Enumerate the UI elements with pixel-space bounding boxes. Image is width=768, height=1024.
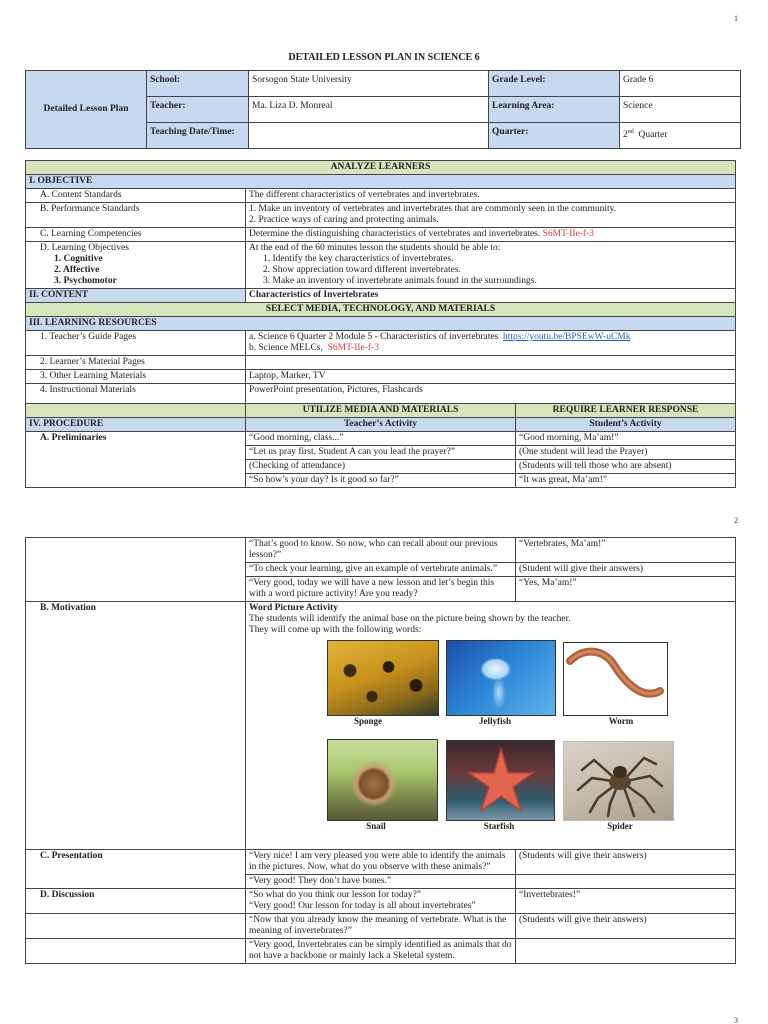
- video-link[interactable]: https://youtu.be/BPSEwW-uCMk: [503, 332, 631, 342]
- content-standards-value: The different characteristics of vertebrates and invertebrates.: [246, 189, 736, 203]
- student-line: (Student will give their answers): [516, 563, 736, 577]
- animal-caption: Worm: [608, 716, 634, 726]
- objective-heading: I. OBJECTIVE: [26, 175, 736, 189]
- student-line: (Students will give their answers): [516, 850, 736, 875]
- competencies-value: Determine the distinguishing characteristics of vertebrates and invertebrates. S6MT-IIe-f-3: [246, 228, 736, 242]
- procedure-heading: IV. PROCEDURE: [26, 418, 246, 432]
- quarter-label: Quarter:: [489, 123, 620, 149]
- student-line: “Good morning, Ma’am!”: [516, 432, 736, 446]
- school-label: School:: [147, 71, 249, 97]
- teacher-value: Ma. Liza D. Monreal: [249, 97, 489, 123]
- starfish-image: [446, 740, 555, 821]
- teacher-activity-heading: Teacher’s Activity: [246, 418, 516, 432]
- student-line: (Students will give their answers): [516, 914, 736, 939]
- teacher-line: “Now that you already know the meaning of vertebrate. What is the meaning of invertebrates?”: [246, 914, 516, 939]
- blank-cell: [26, 404, 246, 418]
- teacher-line: “Good morning, class...”: [246, 432, 516, 446]
- spider-image: [563, 741, 674, 821]
- animal-caption: Spider: [607, 821, 633, 831]
- animal-caption: Sponge: [353, 716, 382, 726]
- learners-material-value: [246, 356, 736, 370]
- blank-cell: [26, 914, 246, 939]
- blank-cell: [26, 538, 246, 602]
- lesson-plan-table: [25, 160, 736, 488]
- other-materials-label: 3. Other Learning Materials: [26, 370, 246, 384]
- spider-drawing: [564, 742, 673, 820]
- content-standards-label: A. Content Standards: [26, 189, 246, 203]
- header-table: [25, 70, 741, 149]
- motivation-activity: Word Picture Activity The students will identify the animal base on the picture being shown by the teacher. They will come up with the following words:: [246, 602, 736, 850]
- other-materials-value: Laptop, Marker, TV: [246, 370, 736, 384]
- page-number: 3: [734, 1016, 738, 1024]
- worm-drawing: [564, 643, 667, 715]
- jellyfish-image: [446, 640, 556, 716]
- instructional-materials-label: 4. Instructional Materials: [26, 384, 246, 404]
- teacher-line: “To check your learning, give an example of vertebrate animals.”: [246, 563, 516, 577]
- student-line: (One student will lead the Prayer): [516, 446, 736, 460]
- preliminaries-label: A. Preliminaries: [26, 432, 246, 488]
- teacher-line: “So what do you think our lesson for today?” “Very good! Our lesson for today is all about invertebrates”: [246, 889, 516, 914]
- teacher-line: “Let us pray first. Student A can you lead the prayer?”: [246, 446, 516, 460]
- learners-material-label: 2. Learner’s Material Pages: [26, 356, 246, 370]
- animal-caption: Jellyfish: [478, 716, 511, 726]
- student-line: (Students will tell those who are absent): [516, 460, 736, 474]
- presentation-label: C. Presentation: [26, 850, 246, 889]
- teacher-line: “Very good, today we will have a new lesson and let’s begin this with a word picture activity! Are you ready?: [246, 577, 516, 602]
- content-heading: II. CONTENT: [26, 289, 246, 303]
- teachers-guide-label: 1. Teacher’s Guide Pages: [26, 331, 246, 356]
- student-line: “Yes, Ma’am!”: [516, 577, 736, 602]
- learning-resources-heading: III. LEARNING RESOURCES: [26, 317, 736, 331]
- teacher-line: “So how’s your day? Is it good so far?”: [246, 474, 516, 488]
- teachers-guide-value: a. Science 6 Quarter 2 Module 5 - Characteristics of invertebrates https://youtu.be/BPSEwW-uCMk b. Science MELCs, S6MT-IIe-f-3: [246, 331, 736, 356]
- area-value: Science: [620, 97, 741, 123]
- instructional-materials-value: PowerPoint presentation, Pictures, Flashcards: [246, 384, 736, 404]
- page-number: 1: [734, 14, 738, 23]
- student-activity-heading: Student’s Activity: [516, 418, 736, 432]
- area-label: Learning Area:: [489, 97, 620, 123]
- student-line: [516, 939, 736, 964]
- require-heading: REQUIRE LEARNER RESPONSE: [516, 404, 736, 418]
- date-value: [249, 123, 489, 149]
- objectives-value: At the end of the 60 minutes lesson the students should be able to: 1. Identify the key characteristics of invertebrates. 2. Show appreciation toward different invertebrates. 3. Make an inventory of invertebrate animals found in the surroundings.: [246, 242, 736, 289]
- teacher-line: (Checking of attendance): [246, 460, 516, 474]
- date-label: Teaching Date/Time:: [147, 123, 249, 149]
- performance-standards-value: 1. Make an inventory of vertebrates and invertebrates that are commonly seen in the community. 2. Practice ways of caring and protecting animals.: [246, 203, 736, 228]
- starfish-drawing: [447, 741, 554, 820]
- snail-image: [327, 739, 438, 821]
- sponge-image: [327, 640, 439, 716]
- document-title: DETAILED LESSON PLAN IN SCIENCE 6: [288, 52, 480, 63]
- student-line: “Vertebrates, Ma’am!”: [516, 538, 736, 563]
- student-line: “It was great, Ma’am!”: [516, 474, 736, 488]
- competencies-label: C. Learning Competencies: [26, 228, 246, 242]
- objectives-label: D. Learning Objectives 1. Cognitive 2. Affective 3. Psychomotor: [26, 242, 246, 289]
- animal-caption: Snail: [366, 821, 386, 831]
- blank-cell: [26, 939, 246, 964]
- content-value: Characteristics of Invertebrates: [246, 289, 736, 303]
- quarter-value: 2nd Quarter: [620, 123, 741, 149]
- animal-caption: Starfish: [483, 821, 515, 831]
- performance-standards-label: B. Performance Standards: [26, 203, 246, 228]
- teacher-line: “Very nice! I am very pleased you were able to identify the animals in the pictures. Now, what do you observe with these animals?”: [246, 850, 516, 875]
- motivation-label: B. Motivation: [26, 602, 246, 850]
- student-line: “Invertebrates!”: [516, 889, 736, 914]
- teacher-line: “That’s good to know. So now, who can recall about our previous lesson?”: [246, 538, 516, 563]
- detailed-lesson-plan-label: Detailed Lesson Plan: [26, 71, 147, 149]
- grade-label: Grade Level:: [489, 71, 620, 97]
- student-line: [516, 875, 736, 889]
- page-number: 2: [734, 516, 738, 525]
- utilize-heading: UTILIZE MEDIA AND MATERIALS: [246, 404, 516, 418]
- discussion-label: D. Discussion: [26, 889, 246, 914]
- school-value: Sorsogon State University: [249, 71, 489, 97]
- grade-value: Grade 6: [620, 71, 741, 97]
- worm-image: [563, 642, 668, 716]
- teacher-label: Teacher:: [147, 97, 249, 123]
- teacher-line: “Very good, Invertebrates can be simply identified as animals that do not have a backbone or mainly lack a Skeletal system.: [246, 939, 516, 964]
- teacher-line: “Very good! They don’t have bones.”: [246, 875, 516, 889]
- select-media-heading: SELECT MEDIA, TECHNOLOGY, AND MATERIALS: [26, 303, 736, 317]
- analyze-learners-heading: ANALYZE LEARNERS: [26, 161, 736, 175]
